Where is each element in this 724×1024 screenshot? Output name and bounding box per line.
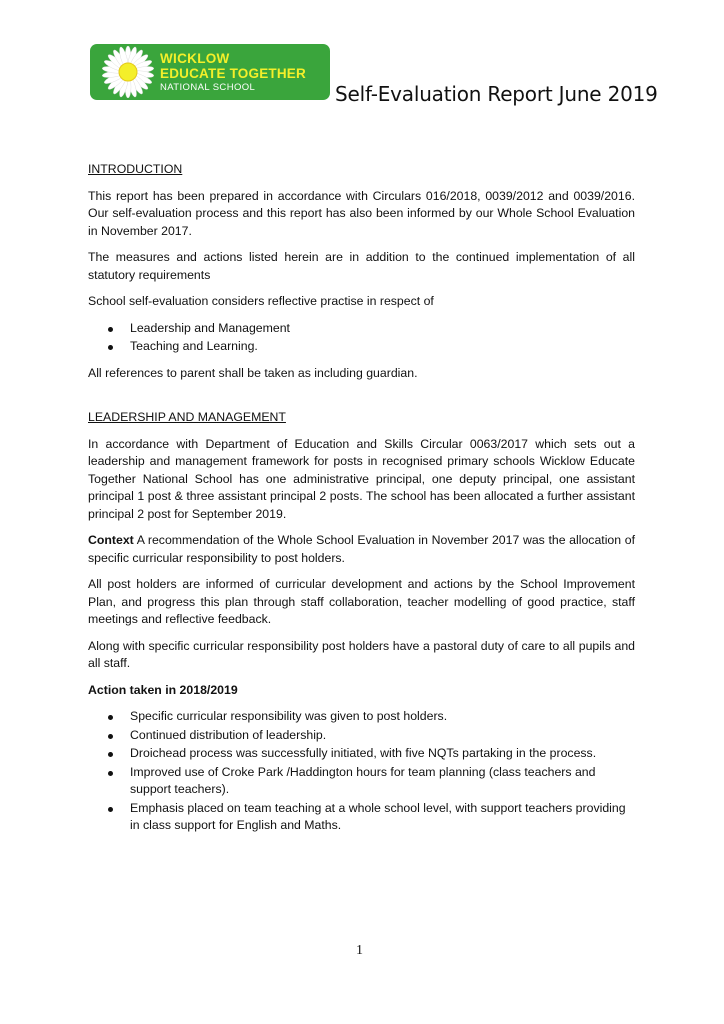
list-item-text: Improved use of Croke Park /Haddington hours for team planning (class teachers and support teachers). [130,764,596,796]
list-item-text: Specific curricular responsibility was given to post holders. [130,709,448,723]
leadership-paragraph-3: Along with specific curricular responsibility post holders have a pastoral duty of care to all pupils and all staff. [88,638,635,670]
intro-paragraph-2: The measures and actions listed herein are in addition to the continued implementation of all statutory requirements [88,250,635,282]
list-item-text: Teaching and Learning. [130,339,258,353]
logo-text-line-2: EDUCATE TOGETHER [160,66,306,81]
bullet-icon [108,345,113,350]
context-paragraph [88,532,635,567]
logo-text-line-1: WICKLOW [160,51,230,66]
daisy-logo-icon [102,46,154,98]
document-title: Self-Evaluation Report June 2019 [335,82,658,106]
list-item [88,745,635,763]
leadership-paragraph-1: In accordance with Department of Education and Skills Circular 0063/2017 which sets out a leadership and management framework for posts in recognised primary schools Wicklow Educate Together National School has one administrative principal, one deputy principal, one assistant principal 1 post & three assistant principal 2 posts. The school has been allocated a further assistant principal 2 post for September 2019. [88,436,635,521]
bullet-icon [108,734,113,739]
list-item [88,800,635,835]
bullet-icon [108,752,113,757]
introduction-heading: INTRODUCTION [88,162,183,176]
list-item-text: Droichead process was successfully initiated, with five NQTs partaking in the process. [130,746,597,760]
context-label: Context [88,533,134,547]
bullet-icon [108,327,113,332]
list-item [88,727,635,745]
leadership-paragraph-2: All post holders are informed of curricular development and actions by the School Improvement Plan, and progress this plan through staff collaboration, teacher modelling of good practice, staff meetings and reflective feedback. [88,577,635,626]
list-item [88,708,635,726]
intro-paragraph-3: School self-evaluation considers reflective practise in respect of [88,294,434,308]
logo-text-line-3: NATIONAL SCHOOL [160,82,256,93]
list-item-text: Emphasis placed on team teaching at a whole school level, with support teachers providing in class support for English and Maths. [130,800,626,832]
bullet-icon [108,771,113,776]
list-item [88,320,635,338]
bullet-icon [108,807,113,812]
action-bullet-list [88,708,635,835]
intro-bullet-list [88,320,635,356]
leadership-heading: LEADERSHIP AND MANAGEMENT [88,410,286,424]
document-body [88,161,635,844]
bullet-icon [108,715,113,720]
intro-paragraph-4: All references to parent shall be taken as including guardian. [88,365,418,380]
intro-paragraph-1: This report has been prepared in accordance with Circulars 016/2018, 0039/2012 and 0039/2016. Our self-evaluation process and this report has also been informed by our Whole School Evaluation in November 2017. [88,188,635,238]
action-heading: Action taken in 2018/2019 [88,682,238,697]
page-number: 1 [356,943,363,958]
list-item [88,338,635,356]
list-item-text: Leadership and Management [130,320,290,335]
context-text: A recommendation of the Whole School Evaluation in November 2017 was the allocation of specific curricular responsibility to post holders. [88,533,635,565]
school-logo [90,44,330,100]
list-item [88,764,635,799]
list-item-text: Continued distribution of leadership. [130,727,327,742]
